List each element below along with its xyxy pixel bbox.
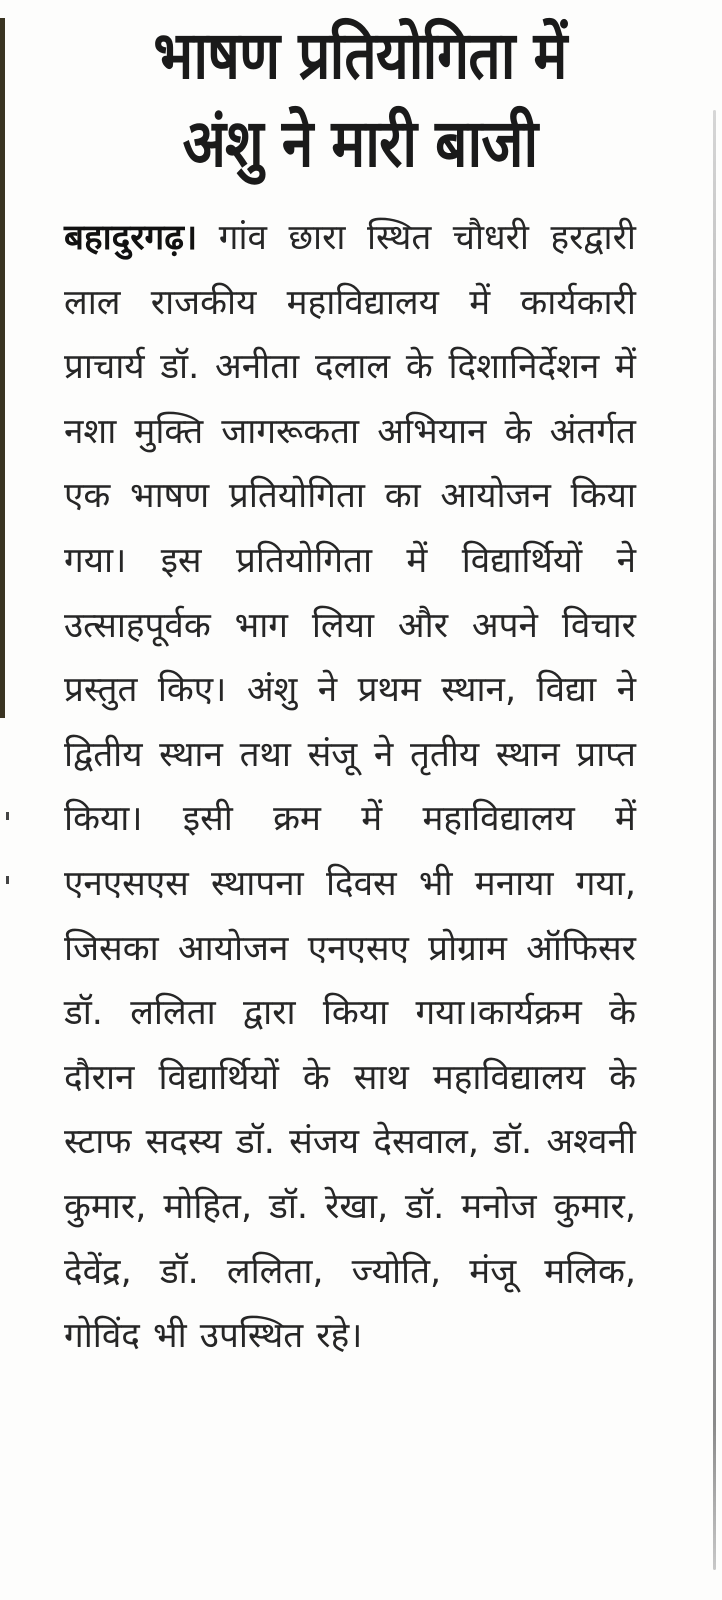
article-body (64, 206, 636, 1369)
scan-mark (6, 812, 9, 820)
scan-mark (6, 876, 9, 884)
article-dateline: बहादुरगढ़। (64, 218, 198, 258)
page-fold-shadow (713, 110, 716, 1570)
article-body-text: गांव छारा स्थित चौधरी हरद्वारी लाल राजकीय महाविद्यालय में कार्यकारी प्राचार्य डॉ. अनीता दलाल के दिशानिर्देशन में नशा मुक्ति जागरूकता अभियान के अंतर्गत एक भाषण प्रतियोगिता का आयोजन किया गया। इस प्रतियोगिता में विद्यार्थियों ने उत्साहपूर्वक भाग लिया और अपने विचार प्रस्तुत किए। अंशु ने प्रथम स्थान, विद्या ने द्वितीय स्थान तथा संजू ने तृतीय स्थान प्राप्त किया। इसी क्रम में महाविद्यालय में एनएसएस स्थापना दिवस भी मनाया गया, जिसका आयोजन एनएसए प्रोग्राम ऑफिसर डॉ. ललिता द्वारा किया गया।कार्यक्रम के दौरान विद्यार्थियों के साथ महाविद्यालय के स्टाफ सदस्य डॉ. संजय देसवाल, डॉ. अश्वनी कुमार, मोहित, डॉ. रेखा, डॉ. मनोज कुमार, देवेंद्र, डॉ. ललिता, ज्योति, मंजू मलिक, गोविंद भी उपस्थित रहे। (64, 218, 636, 1357)
headline-line-1: भाषण प्रतियोगिता में (153, 17, 567, 94)
headline-line-2: अंशु ने मारी बाजी (182, 105, 538, 182)
column-rule (0, 18, 5, 718)
article-headline (102, 12, 618, 188)
